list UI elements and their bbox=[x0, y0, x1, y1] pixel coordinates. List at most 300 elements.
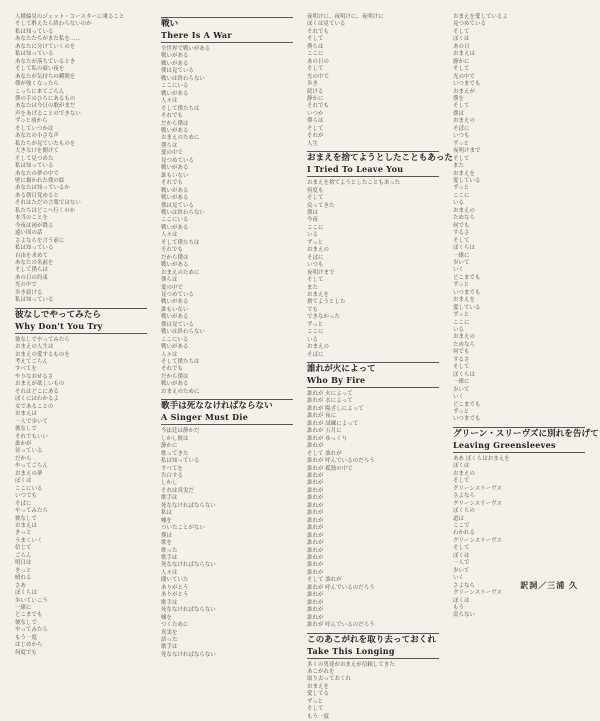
lyric-line: 誰れが bbox=[307, 540, 324, 547]
lyric-line: あなたたちがまた私を…… bbox=[15, 36, 81, 43]
lyric-line: おまえを愛しているよ bbox=[453, 14, 508, 20]
lyric-line: それはどこにある bbox=[15, 388, 59, 395]
lyric-line: 夜明けまで bbox=[453, 148, 481, 155]
lyric-line: 光の中で bbox=[15, 282, 37, 289]
lyric-line: 誰もいない bbox=[161, 306, 189, 313]
lyric-line: もう一度 bbox=[307, 713, 329, 720]
lyric-line: 僕の手のひらにあるもの bbox=[15, 95, 76, 102]
lyric-line: しかし bbox=[161, 480, 178, 487]
lyric-line: そばに bbox=[453, 125, 470, 132]
lyric-line: 愛の中で bbox=[161, 150, 183, 157]
lyric-line: 道は bbox=[453, 515, 464, 522]
lyric-line: ずっと前から bbox=[15, 118, 48, 125]
lyric-line: ここにいる bbox=[15, 485, 43, 492]
lyric-line: 戦いがある bbox=[161, 314, 189, 321]
lyric-line: 僕は bbox=[161, 532, 172, 539]
lyric-line: 何でも bbox=[453, 222, 470, 229]
song-lyrics bbox=[161, 428, 293, 659]
lyric-line: 彼なしで bbox=[15, 515, 37, 522]
column-3 bbox=[307, 14, 454, 720]
lyric-line: 声をあげることのできない bbox=[15, 110, 81, 117]
lyric-line: ここにいる bbox=[161, 217, 189, 224]
lyric-line: ずっと bbox=[453, 140, 470, 147]
lyric-line: それが bbox=[307, 133, 324, 140]
lyric-line: さよならを言う前に bbox=[15, 237, 65, 244]
lyric-line: 一緒に bbox=[453, 252, 470, 259]
lyric-line: そして酔えたら終わらないのか bbox=[15, 21, 92, 28]
lyric-line: あの日の bbox=[307, 58, 329, 65]
lyric-line: 誰れが 孤独の中で bbox=[307, 465, 353, 472]
lyric-line: 戦いがある bbox=[161, 262, 189, 269]
lyric-line: おまえは bbox=[453, 51, 475, 58]
lyric-line: 歌手は bbox=[161, 599, 178, 606]
lyric-line: あなたの小さな声 bbox=[15, 133, 59, 140]
lyric-line: 静かに bbox=[453, 58, 470, 65]
lyric-line: それは真実だ bbox=[161, 487, 194, 494]
lyric-line: 僕は見ている bbox=[161, 68, 194, 75]
lyric-line: 戦いがある bbox=[161, 299, 189, 306]
lyric-line: 夜明けまで bbox=[307, 269, 335, 276]
lyric-line: 見つめている bbox=[161, 291, 194, 298]
lyric-line: 戦いがある bbox=[161, 344, 189, 351]
lyric-line: 私たちが見ていたものを bbox=[15, 140, 76, 147]
lyric-line: それでも bbox=[307, 103, 329, 110]
lyric-line: そして bbox=[307, 277, 324, 284]
song-title-english: I Tried To Leave You bbox=[307, 164, 439, 177]
lyric-line: ある朝目覚めると bbox=[15, 192, 59, 199]
lyric-line: いく bbox=[453, 575, 464, 582]
lyric-line: 僕らは bbox=[307, 118, 324, 125]
lyric-line: それでも bbox=[307, 28, 329, 35]
lyric-line: それでも bbox=[161, 180, 183, 187]
lyric-line: 夜明けに、夜明けに、夜明けに bbox=[307, 14, 384, 20]
lyric-line: そして bbox=[453, 103, 470, 110]
lyric-line: ごらん bbox=[15, 552, 32, 559]
lyric-line: 待っている bbox=[15, 448, 43, 455]
lyric-line: 誰れが 火によって bbox=[307, 391, 353, 398]
lyric-line: 女であることの bbox=[15, 403, 54, 410]
lyric-line: 僕が強くなったら bbox=[15, 81, 59, 88]
song-title-english: Who By Fire bbox=[307, 375, 439, 388]
lyric-line: 僕らは bbox=[307, 43, 324, 50]
lyric-line: おまえの bbox=[307, 247, 329, 254]
lyric-line: おまえを bbox=[307, 683, 329, 690]
lyric-line: 誰れが bbox=[307, 517, 324, 524]
song-take-this-longing bbox=[307, 633, 439, 721]
lyric-line: いく bbox=[453, 267, 464, 274]
lyric-line: 誰れが bbox=[307, 569, 324, 576]
lyric-line: 愛している bbox=[453, 304, 481, 311]
lyric-line: 私たちはどこへ行くのか bbox=[15, 207, 76, 214]
lyric-line: 誰もいない bbox=[161, 172, 189, 179]
lyric-line: あなたの名前を bbox=[15, 259, 54, 266]
lyric-line: 誰れが bbox=[307, 495, 324, 502]
lyric-line: でも bbox=[307, 306, 318, 313]
lyric-line: ぼくらの bbox=[453, 508, 475, 515]
lyric-line: おまえの愛するものを bbox=[15, 351, 70, 358]
lyric-line: おまえを捨てようとしたこともあった bbox=[307, 180, 401, 187]
lyric-line: 聞いていた bbox=[161, 577, 189, 584]
lyric-line: 歌を bbox=[161, 540, 172, 547]
lyric-line: 歩いて bbox=[453, 259, 470, 266]
column-2 bbox=[161, 14, 293, 658]
lyric-line: 明日は bbox=[15, 560, 32, 567]
lyric-line: どこまでも bbox=[15, 612, 43, 619]
lyric-line: そして bbox=[307, 36, 324, 43]
lyric-line: 愛してる bbox=[307, 691, 329, 698]
lyric-line: 一緒に bbox=[453, 379, 470, 386]
lyric-line: 僕は bbox=[307, 209, 318, 216]
lyric-line: 誰れが bbox=[307, 592, 324, 599]
lyric-line: 私は知っている bbox=[15, 245, 54, 252]
song-lyrics bbox=[307, 662, 439, 721]
song-lyrics bbox=[453, 456, 585, 620]
lyric-line: それでもいい bbox=[15, 433, 48, 440]
lyric-line: ぼくは bbox=[453, 463, 470, 470]
lyric-line: そして 誰れが bbox=[307, 450, 342, 457]
lyric-line: いつまでも bbox=[453, 81, 481, 88]
lyric-line: いつでも bbox=[15, 493, 37, 500]
lyric-line: ずっと bbox=[453, 282, 470, 289]
lyric-line: うまくいく bbox=[15, 537, 43, 544]
lyric-line: 戦いがある bbox=[161, 60, 189, 67]
lyric-line: 多くの男達がおまえが信頼してきた bbox=[307, 661, 395, 668]
lyric-line: 歩き続ける bbox=[15, 289, 43, 296]
lyric-line: いる bbox=[453, 200, 464, 207]
lyric-line: 誰れが bbox=[307, 547, 324, 554]
lyric-line: 戦いがある bbox=[161, 187, 189, 194]
lyric-line: 誰れが 水によって bbox=[307, 398, 353, 405]
lyric-line: いつも bbox=[307, 262, 324, 269]
lyric-line: それはただの言葉ではない bbox=[15, 200, 81, 207]
lyric-line: おまえは bbox=[15, 411, 37, 418]
lyric-line: 歩き bbox=[307, 81, 318, 88]
lyric-line: おまえを bbox=[453, 297, 475, 304]
lyric-line: 戦いがある bbox=[161, 127, 189, 134]
lyric-line: ずっと bbox=[307, 321, 324, 328]
lyric-line: 嘘を bbox=[161, 517, 172, 524]
lyric-line: ぼくは bbox=[15, 478, 32, 485]
lyric-line: ためなら bbox=[453, 215, 475, 222]
lyric-line: あなたは知っているか bbox=[15, 185, 70, 192]
lyric-line: そして bbox=[453, 155, 470, 162]
lyric-line: 誰れが bbox=[307, 555, 324, 561]
lyric-line: 戻ってきた bbox=[307, 202, 335, 209]
lyric-line: 戦いがある bbox=[161, 165, 189, 172]
lyric-line: いく bbox=[453, 394, 464, 401]
lyric-line: ずっと bbox=[307, 239, 324, 246]
lyric-line: そして bbox=[453, 478, 470, 485]
lyric-line: あの日の約束 bbox=[15, 274, 48, 281]
lyric-line: 誰れが bbox=[307, 532, 324, 539]
lyric-line: 真実を bbox=[161, 629, 178, 636]
lyric-line: あなたが気持ちの瞬間を bbox=[15, 73, 76, 80]
lyric-line: すべてを bbox=[161, 465, 183, 472]
lyric-line: ぼくは bbox=[453, 36, 470, 43]
song-title-english: A Singer Must Die bbox=[161, 412, 293, 425]
lyric-line: ここに bbox=[307, 224, 324, 231]
lyric-line: するさ bbox=[453, 356, 470, 363]
lyric-line: いる bbox=[453, 327, 464, 334]
lyric-line: 誰れが bbox=[307, 480, 324, 487]
lyric-line: ここで bbox=[453, 523, 470, 529]
lyric-line: 静かに bbox=[161, 443, 178, 450]
lyric-line: ずっと bbox=[453, 409, 470, 416]
lyric-line: 僕は見ている bbox=[161, 202, 194, 209]
song-lyrics bbox=[307, 180, 439, 359]
lyric-line: 誰れが bbox=[307, 502, 324, 509]
lyric-line: 誰れが 夜に bbox=[307, 413, 337, 420]
song-title-japanese: このあこがれを取り去っておくれ bbox=[307, 633, 439, 646]
lyric-line: 私は知っている bbox=[15, 163, 54, 170]
lyric-line: 私は知っている bbox=[15, 51, 54, 58]
song-who-by-fire bbox=[307, 362, 439, 630]
lyric-line: こっちに来てごらん bbox=[15, 88, 65, 95]
lyric-line: 戦いがある bbox=[161, 53, 189, 60]
lyric-line: そして見つめた bbox=[15, 155, 54, 162]
lyric-line: 誰れが 呼んでいるのだろう bbox=[307, 622, 375, 629]
lyric-line: ありがとう bbox=[161, 592, 189, 599]
lyric-line: もう bbox=[453, 604, 464, 611]
lyric-line: 歩いていこう bbox=[15, 597, 48, 604]
lyric-line: そばに bbox=[307, 351, 324, 358]
lyric-line: あなたが落ちているとき bbox=[15, 58, 76, 65]
lyric-line: 誰れが bbox=[307, 473, 324, 480]
lyric-line: 誰れが bbox=[307, 525, 324, 532]
lyric-line: 彼なしで bbox=[15, 619, 37, 626]
song-title-english: Take This Longing bbox=[307, 646, 439, 659]
lyric-line: 誰れが 呼んでいるのだろう bbox=[307, 458, 375, 465]
lyric-line: 人々は bbox=[161, 232, 178, 239]
lyric-line: そして bbox=[453, 364, 470, 371]
song-title-japanese: 誰れが火によって bbox=[307, 362, 439, 375]
lyric-line: おまえの bbox=[453, 470, 475, 477]
lyric-line: おまえの bbox=[453, 207, 475, 214]
lyric-line: おまえは bbox=[15, 523, 37, 529]
lyric-line: 死ななければならない bbox=[161, 607, 216, 614]
lyric-line: 静かに bbox=[307, 95, 324, 102]
lyric-line: ずっと bbox=[453, 185, 470, 192]
lyric-line: 僕は bbox=[453, 110, 464, 117]
lyric-line: 誰れが bbox=[307, 562, 324, 569]
lyric-line: おまえを bbox=[453, 170, 475, 177]
lyric-line: ぼくは見ている bbox=[307, 21, 346, 28]
lyric-line: いつか bbox=[307, 110, 324, 117]
lyric-line: 誰れが 呼んでいるのだろう bbox=[307, 584, 375, 591]
lyric-line: 僕を bbox=[453, 95, 464, 102]
lyric-line: 誰れが 五月に bbox=[307, 428, 342, 435]
lyric-line: おまえの bbox=[453, 334, 475, 341]
lyric-line: 歌った bbox=[161, 547, 178, 554]
lyric-line: 戻らない bbox=[453, 612, 475, 619]
lyric-line: さあ bbox=[15, 582, 26, 589]
song-i-tried-to-leave-you bbox=[307, 151, 454, 359]
lyric-line: そしていつかは bbox=[15, 125, 54, 132]
lyric-line: きっと bbox=[15, 530, 32, 537]
lyric-line: ありがとう bbox=[161, 584, 189, 591]
lyric-line: そして 誰れが bbox=[307, 577, 342, 584]
lyric-line: 死ななければならない bbox=[161, 502, 216, 509]
lyric-line: やりなおせるさ bbox=[15, 373, 54, 380]
lyric-line: 歩いて bbox=[453, 567, 470, 574]
lyric-line: 彼なしでやってみたら bbox=[15, 336, 70, 343]
lyric-line: 誰れが bbox=[307, 614, 324, 621]
lyric-line: すべてを bbox=[15, 366, 37, 373]
lyric-line: 全世界で戦いがある bbox=[161, 46, 211, 52]
lyric-line: 人生 bbox=[307, 140, 318, 147]
lyric-line: いつも bbox=[453, 133, 470, 140]
lyric-line: おまえを bbox=[307, 291, 329, 298]
lyric-line: 誰れが bbox=[307, 510, 324, 517]
lyric-line: 遠い国の話 bbox=[15, 230, 43, 237]
lyric-line: いる bbox=[307, 336, 318, 343]
song-title-english: Why Don't You Try bbox=[15, 321, 147, 334]
lyric-line: 今法廷は静かだ bbox=[161, 428, 200, 435]
lyric-line: あなたに分けていくのを bbox=[15, 43, 76, 50]
lyric-line: ここに bbox=[307, 51, 324, 58]
lyric-line: ついたことがない bbox=[161, 525, 205, 532]
lyric-line: そして bbox=[307, 706, 324, 713]
song-lyrics bbox=[307, 391, 439, 630]
lyric-line: さよなら bbox=[453, 493, 475, 500]
lyric-line: 何でも bbox=[453, 349, 470, 356]
lyric-line: おまえのために bbox=[161, 269, 200, 276]
lyric-line: 愛している bbox=[453, 177, 481, 184]
song-there-is-a-war bbox=[161, 17, 293, 396]
lyric-line: 歌ってきた bbox=[161, 450, 189, 457]
lyric-line: 誰れが bbox=[307, 607, 324, 614]
lyric-line: だから僕は bbox=[161, 373, 189, 380]
lyric-line: グリーンスリーヴス bbox=[453, 485, 502, 492]
lyric-line: やってみたら bbox=[15, 508, 48, 515]
lyric-line: 戦いは終わらない bbox=[161, 209, 205, 216]
lyric-line: するさ bbox=[453, 230, 470, 237]
lyric-line: そして私の暗い夜を bbox=[15, 66, 65, 73]
lyric-line: おまえの bbox=[453, 118, 475, 125]
lyric-line: ずっと bbox=[453, 312, 470, 319]
lyric-line: グリーンスリーヴス bbox=[453, 537, 502, 544]
lyric-line: 愛の中で bbox=[161, 284, 183, 291]
lyric-line: そして僕たちは bbox=[161, 105, 200, 112]
lyric-line: 歌手は bbox=[161, 495, 178, 502]
lyric-line: ぼくらは bbox=[453, 245, 475, 252]
lyric-line: グリーンスリーヴス bbox=[453, 590, 502, 597]
lyric-line: おまえのために bbox=[161, 135, 200, 142]
column-1-intro bbox=[15, 14, 147, 305]
lyric-line: 光の中で bbox=[453, 73, 475, 80]
lyric-line: つくために bbox=[161, 622, 189, 629]
lyric-line: そして bbox=[453, 237, 470, 244]
lyric-line: あなたの夢の中で bbox=[15, 170, 59, 177]
lyric-line: また bbox=[453, 163, 464, 170]
lyric-line: 光の中で bbox=[307, 73, 329, 80]
lyric-line: そして bbox=[307, 66, 324, 73]
lyric-line: そして bbox=[453, 545, 470, 552]
lyric-line: 信じて bbox=[15, 545, 32, 552]
song-title-english: Leaving Greensleeves bbox=[453, 440, 585, 453]
lyric-line: きっと bbox=[15, 567, 32, 574]
lyric-line: 歩いて bbox=[453, 386, 470, 393]
lyric-line: やってみたら bbox=[15, 627, 48, 634]
lyric-line: ぼくにはわかるよ bbox=[15, 396, 59, 403]
lyric-line: 何度でも bbox=[15, 649, 37, 656]
lyric-line: ああ ぼくらはおまえを bbox=[453, 455, 510, 462]
lyric-line: 死ななければならない bbox=[161, 562, 216, 569]
lyric-line: あこがれを bbox=[307, 668, 335, 675]
lyric-line: 戦いは終わらない bbox=[161, 75, 205, 82]
lyric-line: そして僕らは bbox=[15, 267, 48, 274]
column-1 bbox=[15, 14, 147, 656]
lyric-line: 嘘を bbox=[161, 614, 172, 621]
lyric-line: 考えてごらん bbox=[15, 359, 48, 366]
lyric-line: 僕らは bbox=[161, 277, 178, 284]
lyric-line: 今夜 bbox=[307, 217, 318, 224]
lyric-line: 僕は見ている bbox=[161, 321, 194, 328]
lyric-line: 戦いがある bbox=[161, 224, 189, 231]
song-why-dont-you-try bbox=[15, 308, 147, 657]
lyric-line: 誰れが bbox=[307, 443, 324, 450]
song-title-japanese: 歌手は死ななければならない bbox=[161, 399, 293, 412]
lyric-line: グリーンスリーヴス bbox=[453, 500, 502, 507]
lyric-line: そばに bbox=[307, 254, 324, 261]
song-title-english: There Is A War bbox=[161, 30, 293, 43]
lyric-line: また bbox=[307, 284, 318, 291]
translator-credit: 訳詞／三浦 久 bbox=[520, 580, 578, 590]
lyric-line: 人種偏見のジェット・コースターに乗ること bbox=[15, 14, 125, 20]
lyric-line: そして bbox=[307, 125, 324, 132]
lyric-line: もう一度 bbox=[15, 634, 37, 641]
lyric-line: 私は bbox=[161, 510, 172, 517]
lyric-line: 誰れが 試練によって bbox=[307, 420, 359, 427]
lyric-line: 誰れが bbox=[307, 599, 324, 606]
lyric-line: 戦いがある bbox=[161, 381, 189, 388]
song-title-japanese: 彼なしでやってみたら bbox=[15, 308, 147, 321]
lyric-line: あなたは今日の歌がまだ bbox=[15, 103, 76, 110]
lyric-line: 晴れる bbox=[15, 575, 32, 582]
lyric-line: 大きな口を開けて bbox=[15, 148, 59, 155]
lyric-line: 誰れが 陽ざしによって bbox=[307, 405, 364, 412]
lyric-line: どこまでも bbox=[453, 274, 481, 281]
lyric-line: 何度も bbox=[307, 187, 324, 194]
lyric-line: だから僕は bbox=[161, 120, 189, 127]
lyric-line: ずっと bbox=[307, 698, 324, 705]
lyric-line: 取り去っておくれ bbox=[307, 676, 351, 683]
lyric-line: 見つめている bbox=[161, 157, 194, 164]
lyric-line: ここに bbox=[307, 329, 324, 336]
lyric-line: 戦いがある bbox=[161, 195, 189, 202]
song-title-japanese: グリーン・スリーヴズに別れを告げて bbox=[453, 428, 599, 439]
lyric-line: 人々は bbox=[161, 98, 178, 105]
lyric-line: おまえのために bbox=[161, 388, 200, 395]
song-lyrics bbox=[15, 337, 147, 657]
lyric-line: そして僕たちは bbox=[161, 359, 200, 366]
lyric-line: いる bbox=[307, 232, 318, 239]
lyric-line: おまえが bbox=[453, 88, 475, 95]
lyric-line: 本当のことを bbox=[15, 215, 48, 222]
column-3-intro bbox=[307, 14, 439, 148]
lyric-line: それでも bbox=[161, 247, 183, 254]
column-4 bbox=[453, 14, 599, 619]
lyric-line: 誰かが bbox=[15, 441, 32, 448]
lyric-line: そして bbox=[453, 28, 470, 35]
lyric-line: おまえの bbox=[307, 344, 329, 351]
lyric-line: 私は知っている bbox=[15, 28, 54, 35]
column-4-intro bbox=[453, 14, 585, 424]
lyric-line: ぼくは bbox=[453, 597, 470, 604]
lyric-line: ここにいる bbox=[161, 336, 189, 343]
lyric-line: 捨てようとした bbox=[307, 299, 346, 306]
lyric-line: 戦いがある bbox=[161, 90, 189, 97]
